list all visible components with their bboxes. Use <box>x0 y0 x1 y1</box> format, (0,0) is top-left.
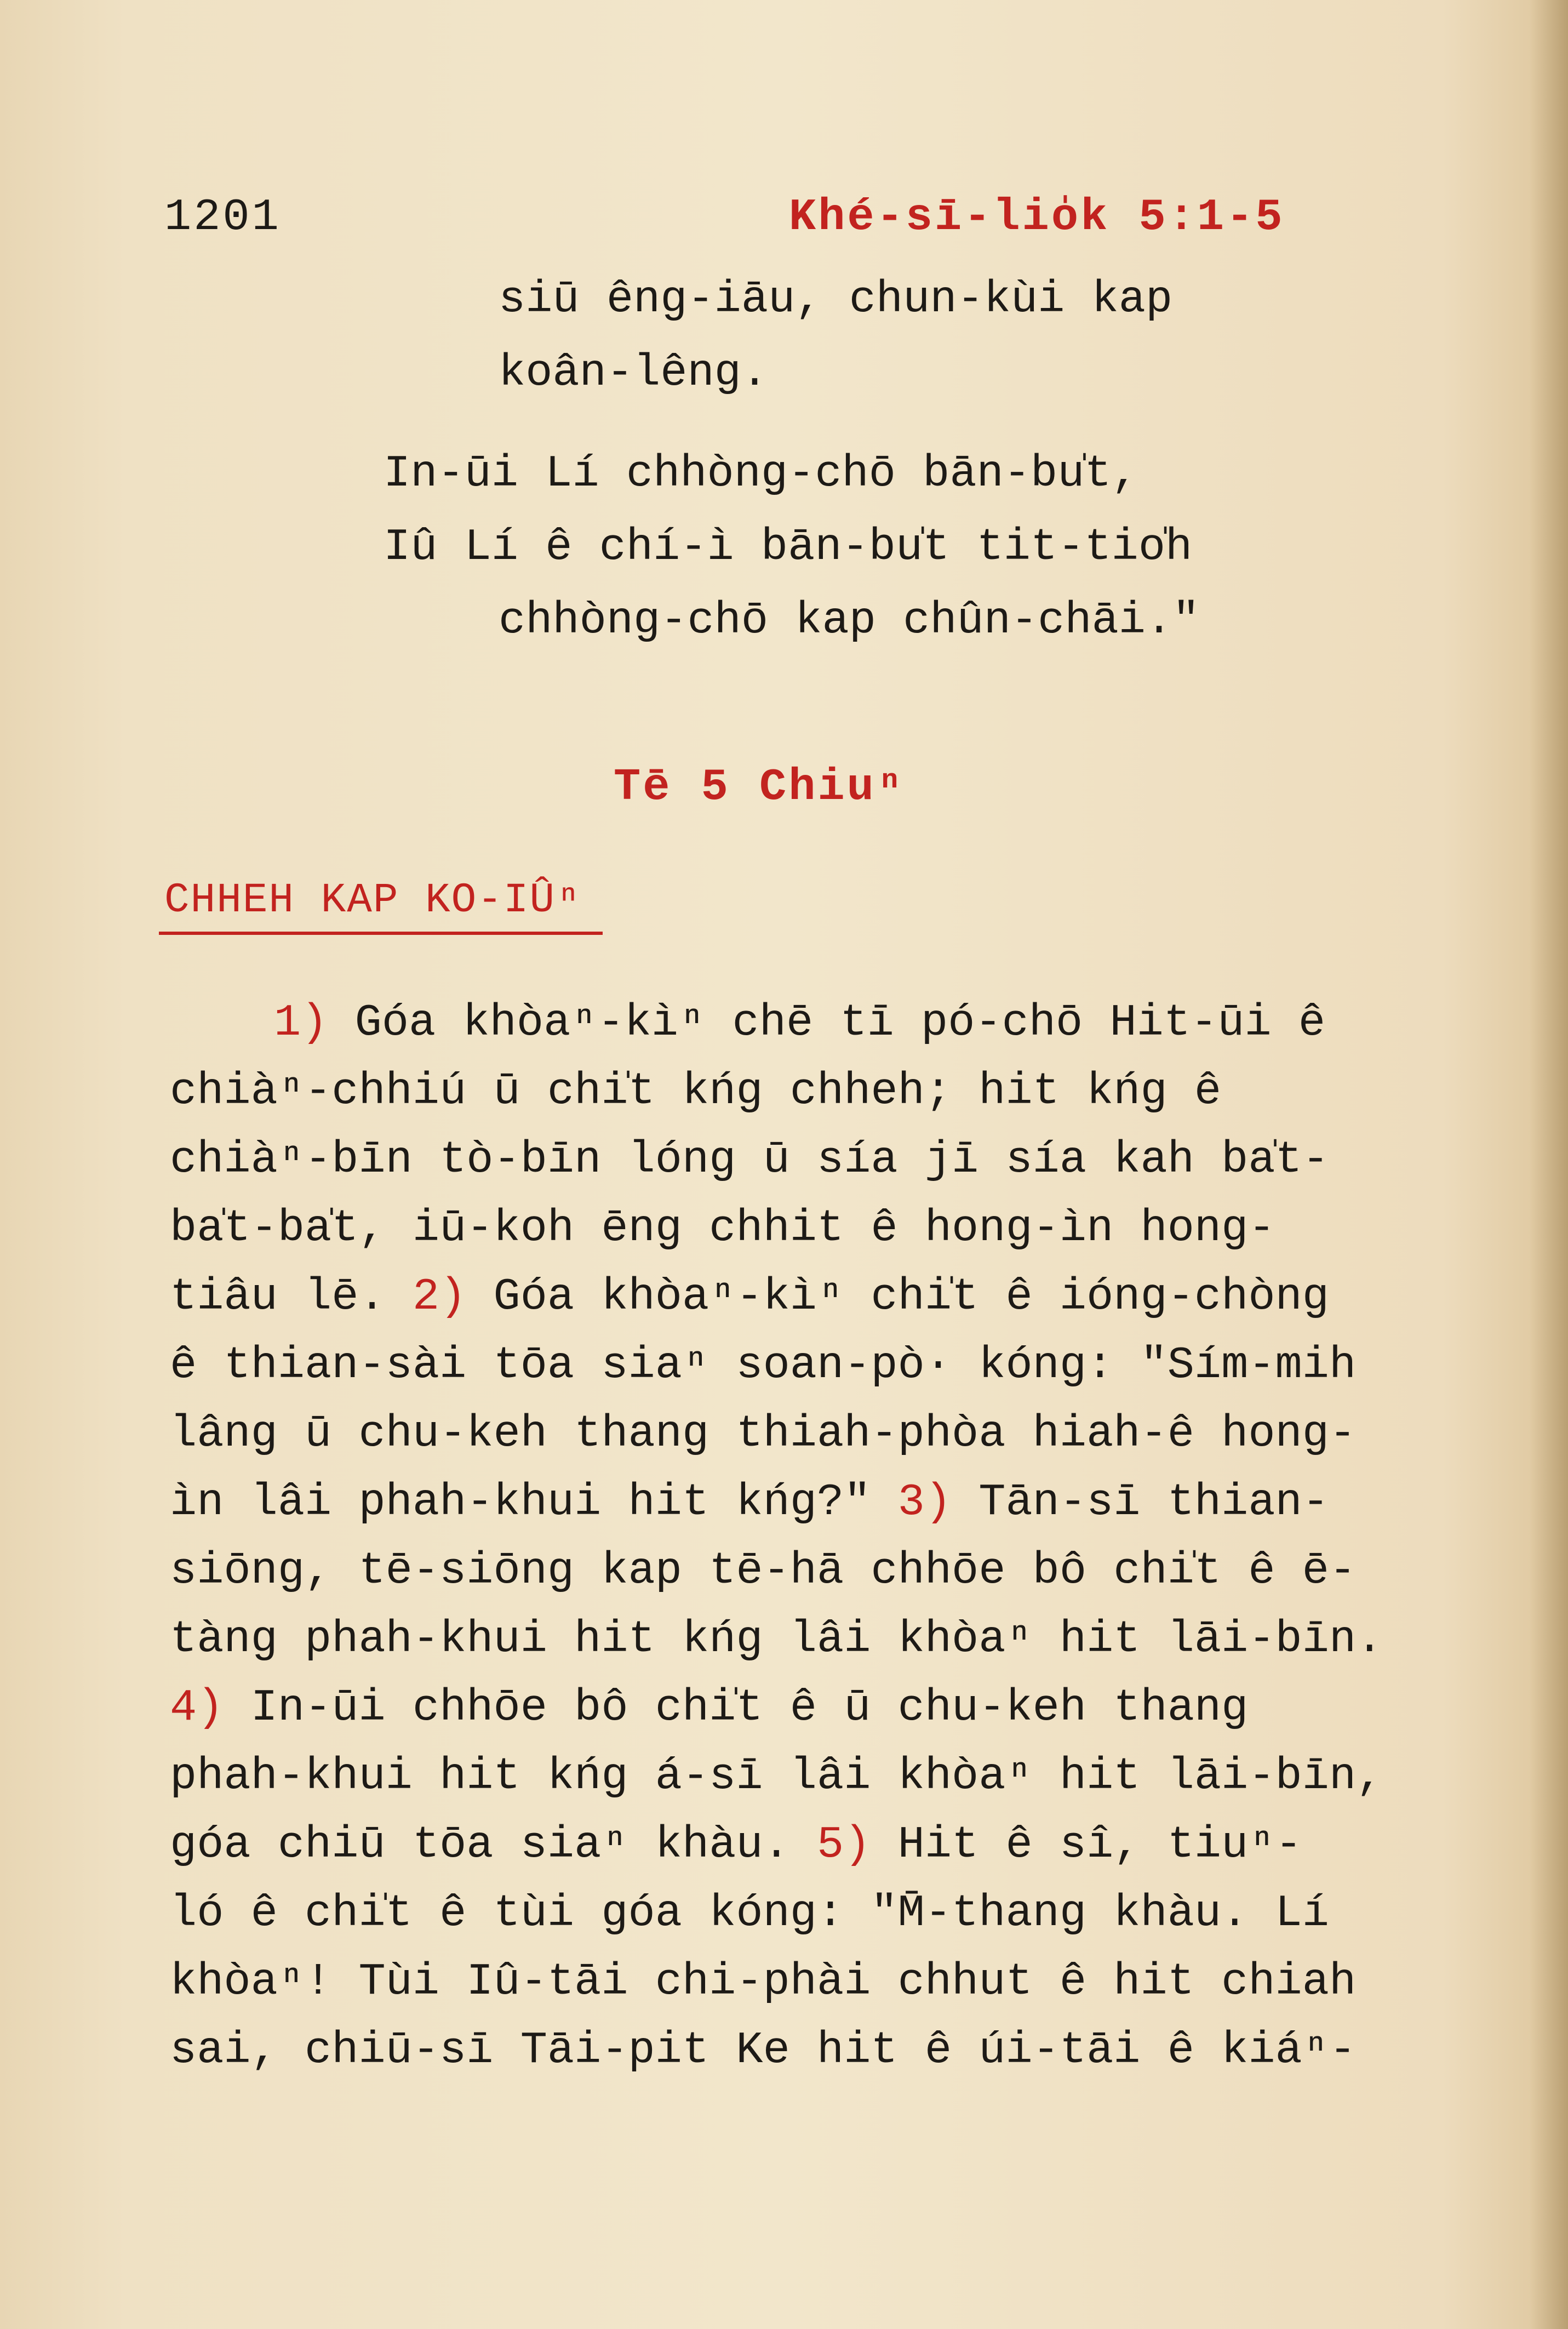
body-line <box>170 1466 1329 1539</box>
body-line-text: Tān-sī thian- <box>952 1477 1329 1528</box>
body-line-text: In-ūi chhōe bô chi̍t ê ū chu-keh thang <box>224 1682 1249 1733</box>
body-line-text: ê thian-sài tōa siaⁿ soan-pò· kóng: "Sím-mih <box>170 1340 1357 1391</box>
body-line <box>170 1397 1356 1471</box>
verse-number: 4) <box>170 1682 224 1733</box>
body-line <box>170 1260 1329 1334</box>
body-line <box>170 1055 1221 1128</box>
section-title: CHHEH KAP KO-IÛⁿ <box>164 877 582 924</box>
body-line-text: góa chiū tōa siaⁿ khàu. <box>170 1819 790 1870</box>
body-line-text: ló ê chi̍t ê tùi góa kóng: "M̄-thang khàu. Lí <box>170 1888 1329 1939</box>
body-line <box>170 1945 1356 2019</box>
body-line-text: Góa khòaⁿ-kìⁿ chi̍t ê ióng-chòng <box>466 1271 1329 1322</box>
body-line-text: sai, chiū-sī Tāi-pit Ke hit ê úi-tāi ê kiáⁿ- <box>170 2025 1357 2076</box>
body-line <box>170 1192 1275 1265</box>
body-line-text: Hit ê sî, tiuⁿ- <box>871 1819 1302 1870</box>
running-head: Khé-sī-lio̍k 5:1-5 <box>789 192 1285 243</box>
verse-number: 2) <box>412 1271 467 1322</box>
body-line-text: chiàⁿ-bīn tò-bīn lóng ū sía jī sía kah ba̍t- <box>170 1134 1329 1185</box>
verse-line: siū êng-iāu, chun-kùi kap <box>499 274 1173 325</box>
verse-line: In-ūi Lí chhòng-chō bān-bu̍t, <box>384 448 1138 499</box>
body-line-text: phah-khui hit kńg á-sī lâi khòaⁿ hit lāi-bīn, <box>170 1751 1383 1802</box>
body-line-text: siōng, tē-siōng kap tē-hā chhōe bô chi̍t ê ē- <box>170 1545 1357 1596</box>
body-line <box>170 1740 1383 1813</box>
body-line-text: ìn lâi phah-khui hit kńg?" <box>170 1477 871 1528</box>
body-line-text: tiâu lē. <box>170 1271 386 1322</box>
body-line <box>170 1534 1356 1608</box>
verse-line: Iû Lí ê chí-ì bān-bu̍t tit-tio̍h <box>384 522 1193 573</box>
body-line-text: chiàⁿ-chhiú ū chi̍t kńg chheh; hit kńg ê <box>170 1066 1222 1117</box>
verse-number: 1) <box>274 997 328 1048</box>
page-number: 1201 <box>164 192 281 243</box>
body-line <box>170 1671 1248 1745</box>
verse-line: chhòng-chō kap chûn-chāi." <box>499 595 1200 646</box>
section-title-underline <box>159 932 603 935</box>
verse-number: 3) <box>897 1477 952 1528</box>
body-line-text: khòaⁿ! Tùi Iû-tāi chi-phài chhut ê hit chiah <box>170 1956 1357 2007</box>
body-line <box>170 2014 1356 2087</box>
body-line-text: ba̍t-ba̍t, iū-koh ēng chhit ê hong-ìn hong- <box>170 1203 1275 1254</box>
verse-number: 5) <box>817 1819 871 1870</box>
body-line <box>170 1808 1302 1882</box>
page-edge-shadow <box>1530 0 1568 2329</box>
body-line <box>170 1603 1383 1676</box>
body-line <box>170 1123 1329 1197</box>
body-line-text: lâng ū chu-keh thang thiah-phòa hiah-ê hong- <box>170 1408 1357 1459</box>
body-line <box>170 1329 1356 1402</box>
body-line <box>170 1877 1329 1950</box>
verse-line: koân-lêng. <box>499 347 769 398</box>
body-line <box>274 986 1325 1060</box>
body-line-text: Góa khòaⁿ-kìⁿ chē tī pó-chō Hit-ūi ê <box>328 997 1326 1048</box>
page-header <box>0 192 1568 252</box>
body-line-text: tàng phah-khui hit kńg lâi khòaⁿ hit lāi-bīn. <box>170 1614 1383 1665</box>
chapter-heading: Tē 5 Chiuⁿ <box>614 762 906 813</box>
